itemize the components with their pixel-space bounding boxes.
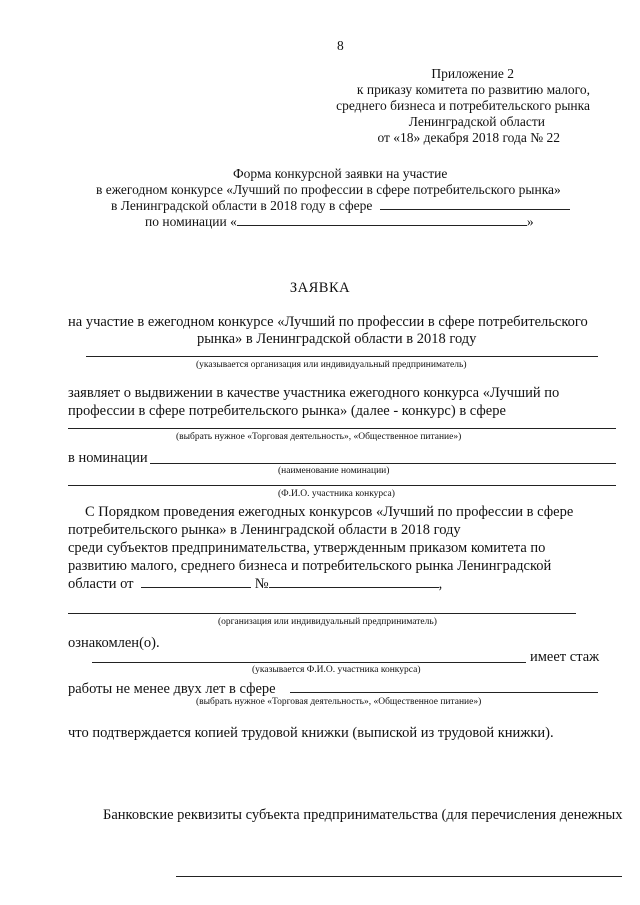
organization2-caption: (организация или индивидуальный предприниматель)	[218, 617, 437, 627]
fio2-caption: (указывается Ф.И.О. участника конкурса)	[252, 665, 421, 675]
fio-field[interactable]	[68, 485, 616, 486]
appendix-line: Ленинградской области	[408, 114, 545, 129]
page-title: ЗАЯВКА	[289, 280, 351, 296]
nomination-caption: (наименование номинации)	[278, 466, 390, 476]
work-sphere-caption: (выбрать нужное «Торговая деятельность», «Общественное питание»)	[196, 697, 482, 707]
organization-field[interactable]	[86, 356, 598, 357]
nomination-field[interactable]	[150, 463, 616, 464]
comma: ,	[438, 576, 443, 592]
appendix-line: к приказу комитета по развитию малого,	[356, 82, 590, 97]
sphere-choice-field[interactable]	[68, 428, 616, 429]
work-sphere-field[interactable]	[290, 692, 598, 693]
appendix-line: от «18» декабря 2018 года № 22	[377, 130, 560, 145]
fio-caption: (Ф.И.О. участника конкурса)	[278, 489, 395, 499]
paragraph-line: профессии в сфере потребительского рынка» (далее - конкурс) в сфере	[68, 403, 506, 419]
work-label: работы не менее двух лет в сфере	[68, 681, 276, 697]
paragraph-line: развитию малого, среднего бизнеса и потребительского рынка Ленинградской	[68, 558, 552, 574]
organization-caption: (указывается организация или индивидуальный предприниматель)	[196, 360, 467, 370]
form-header-line: в ежегодном конкурсе «Лучший по профессии в сфере потребительского рынка»	[96, 182, 561, 197]
appendix-block	[0, 66, 590, 146]
appendix-line: Приложение 2	[431, 66, 514, 81]
appendix-line: среднего бизнеса и потребительского рынка	[336, 98, 590, 113]
in-nomination-label: в номинации	[68, 450, 148, 466]
page-number: 8	[337, 38, 344, 53]
paragraph-line: потребительского рынка» в Ленинградской области в 2018 году	[68, 522, 461, 538]
order-number-field[interactable]	[269, 576, 439, 588]
form-header-line: в Ленинградской области в 2018 году в сфере	[111, 198, 373, 213]
sphere-choice-caption: (выбрать нужное «Торговая деятельность», «Общественное питание»)	[176, 432, 462, 442]
nomination-header-field[interactable]	[237, 214, 527, 226]
sphere-field[interactable]	[380, 198, 570, 210]
order-date-field[interactable]	[141, 576, 251, 588]
subtitle-line: на участие в ежегодном конкурсе «Лучший по профессии в сфере потребительского	[68, 314, 588, 330]
nomination-close-quote: »	[526, 214, 534, 229]
date-label: области от	[68, 576, 134, 592]
form-header-line: Форма конкурсной заявки на участие	[233, 166, 448, 181]
confirmation-text: что подтверждается копией трудовой книжки (выпиской из трудовой книжки).	[68, 725, 554, 741]
number-sign: №	[254, 576, 269, 592]
bank-details-field[interactable]	[176, 876, 622, 877]
paragraph-line: среди субъектов предпринимательства, утвержденным приказом комитета по	[68, 540, 546, 556]
paragraph-line: заявляет о выдвижении в качестве участника ежегодного конкурса «Лучший по	[68, 385, 560, 401]
fio2-field[interactable]	[92, 662, 526, 663]
acquainted-text: ознакомлен(о).	[68, 635, 160, 651]
subtitle-line: рынка» в Ленинградской области в 2018 году	[197, 331, 477, 347]
experience-label: имеет стаж	[530, 649, 600, 665]
bank-details-text: Банковские реквизиты субъекта предпринимательства (для перечисления денежных	[103, 807, 623, 823]
paragraph-line: С Порядком проведения ежегодных конкурсов «Лучший по профессии в сфере	[85, 504, 574, 520]
nomination-label: по номинации «	[145, 214, 237, 229]
organization2-field[interactable]	[68, 613, 576, 614]
